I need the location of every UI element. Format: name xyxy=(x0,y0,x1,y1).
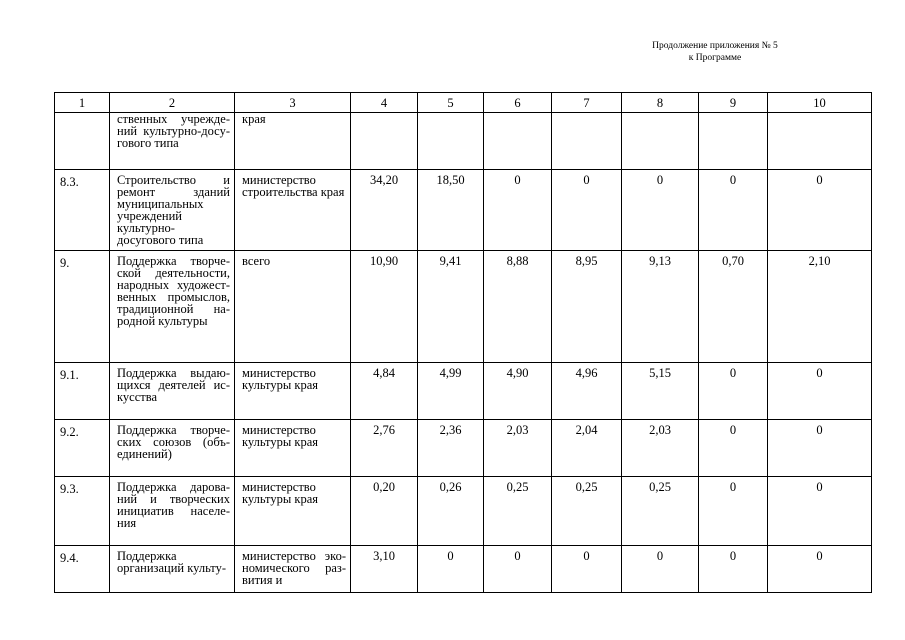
value-cell: 2,03 xyxy=(622,420,699,477)
row-executor: края xyxy=(235,113,351,170)
value-cell: 3,10 xyxy=(351,546,418,593)
column-header: 4 xyxy=(351,93,418,113)
value-cell: 4,96 xyxy=(552,363,622,420)
row-number: 8.3. xyxy=(55,170,110,251)
value-cell: 4,90 xyxy=(484,363,552,420)
value-cell: 0 xyxy=(418,546,484,593)
row-number: 9.4. xyxy=(55,546,110,593)
appendix-note-line1: Продолжение приложения № 5 xyxy=(652,41,778,51)
value-cell: 0,26 xyxy=(418,477,484,546)
row-executor: министерство экономического развития и xyxy=(235,546,351,593)
row-name: Поддержка организаций культу- xyxy=(110,546,235,593)
column-header: 3 xyxy=(235,93,351,113)
value-cell: 0 xyxy=(622,170,699,251)
value-cell: 9,41 xyxy=(418,251,484,363)
column-header: 7 xyxy=(552,93,622,113)
row-executor: министерство культуры края xyxy=(235,363,351,420)
value-cell: 0 xyxy=(768,363,872,420)
value-cell: 0 xyxy=(484,170,552,251)
row-executor: министерство строительства края xyxy=(235,170,351,251)
value-cell xyxy=(484,113,552,170)
row-name: Поддержка выдающихся деятелей искусства xyxy=(110,363,235,420)
value-cell: 2,04 xyxy=(552,420,622,477)
value-cell: 4,99 xyxy=(418,363,484,420)
column-header: 5 xyxy=(418,93,484,113)
row-name: ственных учреждений культурно-досугового типа xyxy=(110,113,235,170)
value-cell: 2,76 xyxy=(351,420,418,477)
value-cell: 0 xyxy=(768,170,872,251)
row-name: Поддержка творческой деятельности, народных художественных промыслов, традиционной народной культуры xyxy=(110,251,235,363)
value-cell: 0,25 xyxy=(484,477,552,546)
value-cell: 0 xyxy=(484,546,552,593)
row-executor: министерство культуры края xyxy=(235,420,351,477)
column-header: 9 xyxy=(699,93,768,113)
table-row xyxy=(55,251,872,363)
value-cell: 4,84 xyxy=(351,363,418,420)
table-row xyxy=(55,477,872,546)
value-cell: 34,20 xyxy=(351,170,418,251)
column-header: 10 xyxy=(768,93,872,113)
row-number: 9.3. xyxy=(55,477,110,546)
value-cell xyxy=(351,113,418,170)
value-cell: 0 xyxy=(768,546,872,593)
row-name: Поддержка дарований и творческих инициатив населения xyxy=(110,477,235,546)
table-row xyxy=(55,113,872,170)
program-table xyxy=(54,92,872,593)
column-header: 2 xyxy=(110,93,235,113)
value-cell xyxy=(699,113,768,170)
table-row xyxy=(55,363,872,420)
value-cell xyxy=(622,113,699,170)
value-cell: 2,03 xyxy=(484,420,552,477)
value-cell: 8,88 xyxy=(484,251,552,363)
value-cell: 0,70 xyxy=(699,251,768,363)
value-cell xyxy=(552,113,622,170)
value-cell: 5,15 xyxy=(622,363,699,420)
value-cell: 2,10 xyxy=(768,251,872,363)
value-cell xyxy=(418,113,484,170)
value-cell: 0 xyxy=(699,170,768,251)
value-cell: 0,25 xyxy=(622,477,699,546)
value-cell: 0,20 xyxy=(351,477,418,546)
value-cell: 10,90 xyxy=(351,251,418,363)
value-cell: 0 xyxy=(699,363,768,420)
value-cell: 8,95 xyxy=(552,251,622,363)
value-cell: 2,36 xyxy=(418,420,484,477)
appendix-note xyxy=(630,40,800,64)
column-header: 6 xyxy=(484,93,552,113)
table-row xyxy=(55,546,872,593)
row-executor: всего xyxy=(235,251,351,363)
row-number: 9.1. xyxy=(55,363,110,420)
column-header: 1 xyxy=(55,93,110,113)
row-executor: министерство культуры края xyxy=(235,477,351,546)
value-cell: 0 xyxy=(699,420,768,477)
row-number xyxy=(55,113,110,170)
value-cell: 0 xyxy=(699,477,768,546)
value-cell: 0 xyxy=(768,477,872,546)
column-number-row xyxy=(55,93,872,113)
column-header: 8 xyxy=(622,93,699,113)
row-name: Поддержка творческих союзов (объединений) xyxy=(110,420,235,477)
table-row xyxy=(55,170,872,251)
value-cell: 0 xyxy=(622,546,699,593)
value-cell: 0 xyxy=(768,420,872,477)
appendix-note-line2: к Программе xyxy=(688,53,742,63)
value-cell: 0,25 xyxy=(552,477,622,546)
value-cell: 0 xyxy=(699,546,768,593)
table-row xyxy=(55,420,872,477)
row-number: 9.2. xyxy=(55,420,110,477)
value-cell: 0 xyxy=(552,546,622,593)
value-cell: 9,13 xyxy=(622,251,699,363)
row-name: Строительство и ремонт зданий муниципальных учреждений культурно-досугового типа xyxy=(110,170,235,251)
value-cell: 0 xyxy=(552,170,622,251)
value-cell: 18,50 xyxy=(418,170,484,251)
value-cell xyxy=(768,113,872,170)
row-number: 9. xyxy=(55,251,110,363)
